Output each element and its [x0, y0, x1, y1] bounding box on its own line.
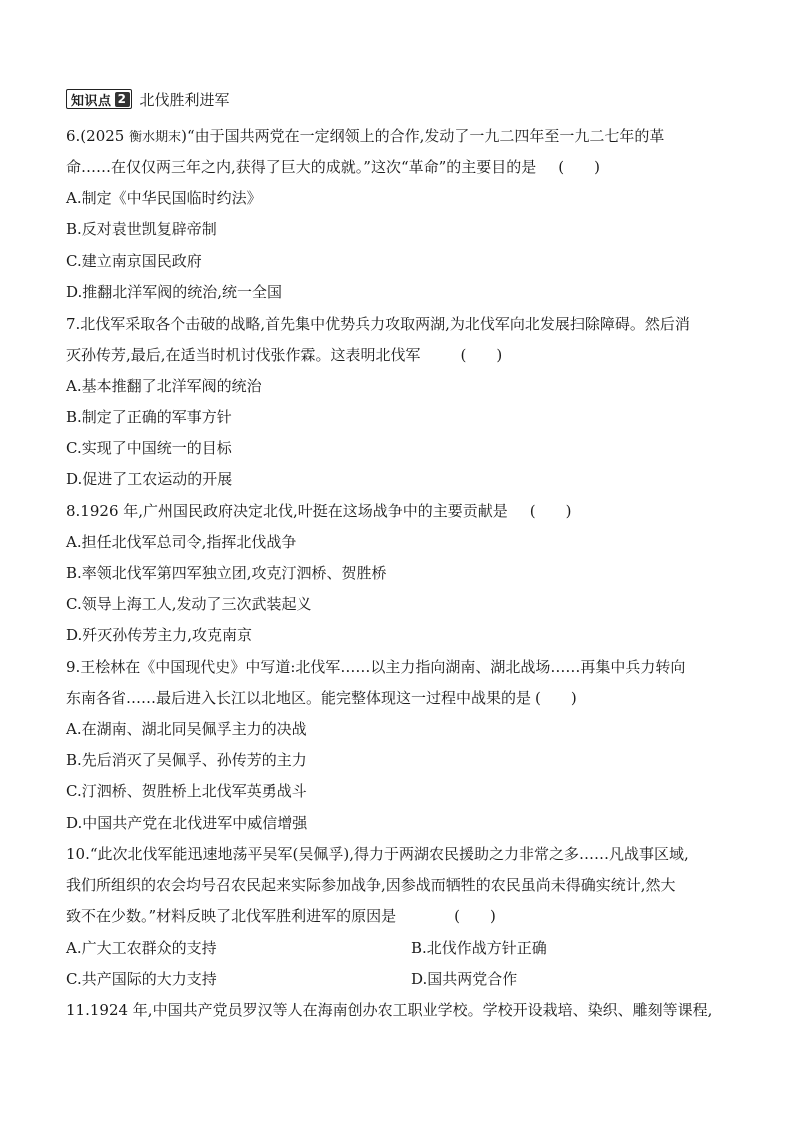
q6-answer-blank[interactable]: ( ) [558, 158, 600, 176]
section-header [66, 88, 230, 110]
q7-option-c[interactable]: C.实现了中国统一的目标 [66, 439, 232, 457]
q7-stem-line2 [66, 345, 744, 365]
q10-stem-line3 [66, 906, 744, 926]
q7-option-a[interactable]: A.基本推翻了北洋军阀的统治 [66, 377, 262, 395]
q9-option-a[interactable]: A.在湖南、湖北同吴佩孚主力的决战 [66, 720, 307, 738]
knowledge-point-badge [66, 89, 132, 109]
q8-option-a[interactable]: A.担任北伐军总司令,指挥北伐战争 [66, 533, 297, 551]
q6-stem-text: )“由于国共两党在一定纲领上的合作,发动了一九二四年至一九二七年的革 [181, 127, 665, 145]
q8-option-d[interactable]: D.歼灭孙传芳主力,攻克南京 [66, 626, 253, 644]
q7-option-b[interactable]: B.制定了正确的军事方针 [66, 408, 232, 426]
q7-stem-line1: 7.北伐军采取各个击破的战略,首先集中优势兵力攻取两湖,为北伐军向北发展扫除障碍。然后消 [66, 315, 690, 333]
q10-option-a[interactable]: A.广大工农群众的支持 [66, 939, 217, 957]
q9-option-c[interactable]: C.汀泗桥、贺胜桥上北伐军英勇战斗 [66, 782, 307, 800]
q9-stem-text-2: 东南各省……最后进入长江以北地区。能完整体现这一过程中战果的是 [66, 689, 532, 707]
q6-stem-line1 [66, 126, 744, 148]
q7-option-d[interactable]: D.促进了工农运动的开展 [66, 470, 233, 488]
q10-option-c[interactable]: C.共产国际的大力支持 [66, 970, 217, 988]
section-title: 北伐胜利进军 [139, 90, 230, 109]
q10-option-b[interactable]: B.北伐作战方针正确 [411, 939, 547, 957]
q6-option-b[interactable]: B.反对袁世凯复辟帝制 [66, 220, 217, 238]
q8-stem-line1 [66, 501, 744, 521]
q9-option-d[interactable]: D.中国共产党在北伐进军中威信增强 [66, 814, 308, 832]
badge-number: 2 [115, 92, 130, 107]
q7-stem-text-2: 灭孙传芳,最后,在适当时机讨伐张作霖。这表明北伐军 [66, 346, 421, 364]
q6-stem-text-2: 命……在仅仅两三年之内,获得了巨大的成就。”这次“革命”的主要目的是 [66, 158, 537, 176]
q9-stem-line1: 9.王桧林在《中国现代史》中写道:北伐军……以主力指向湖南、湖北战场……再集中兵力转向 [66, 658, 686, 676]
q6-stem-line2 [66, 157, 744, 177]
q10-stem-line2: 我们所组织的农会均号召农民起来实际参加战争,因参战而牺牲的农民虽尚未得确实统计,然大 [66, 876, 676, 894]
q8-stem-text: 8.1926 年,广州国民政府决定北伐,叶挺在这场战争中的主要贡献是 [66, 502, 508, 520]
q6-option-c[interactable]: C.建立南京国民政府 [66, 252, 202, 270]
q8-option-b[interactable]: B.率领北伐军第四军独立团,攻克汀泗桥、贺胜桥 [66, 564, 387, 582]
q10-option-d[interactable]: D.国共两党合作 [411, 970, 518, 988]
q6-option-d[interactable]: D.推翻北洋军阀的统治,统一全国 [66, 283, 283, 301]
q7-answer-blank[interactable]: ( ) [460, 346, 503, 364]
q6-number: 6.(2025 [66, 127, 130, 145]
q10-options-row2 [66, 969, 744, 989]
q10-stem-text-3: 致不在少数。”材料反映了北伐军胜利进军的原因是 [66, 907, 397, 925]
q11-stem-line1: 11.1924 年,中国共产党员罗汉等人在海南创办农工职业学校。学校开设栽培、染织、雕刻等课程, [66, 1001, 713, 1019]
q6-source: 衡水期末 [129, 130, 182, 145]
q8-answer-blank[interactable]: ( ) [529, 502, 572, 520]
q10-stem-line1: 10.“此次北伐军能迅速地荡平吴军(吴佩孚),得力于两湖农民援助之力非常之多……凡战事区域, [66, 845, 689, 863]
badge-label: 知识点 [71, 93, 112, 109]
q9-answer-blank[interactable]: ( ) [535, 689, 577, 707]
q10-answer-blank[interactable]: ( ) [454, 907, 496, 925]
q9-stem-line2 [66, 688, 744, 708]
q9-option-b[interactable]: B.先后消灭了吴佩孚、孙传芳的主力 [66, 751, 307, 769]
q10-options-row1 [66, 938, 744, 958]
q6-option-a[interactable]: A.制定《中华民国临时约法》 [66, 189, 262, 207]
q8-option-c[interactable]: C.领导上海工人,发动了三次武装起义 [66, 595, 312, 613]
